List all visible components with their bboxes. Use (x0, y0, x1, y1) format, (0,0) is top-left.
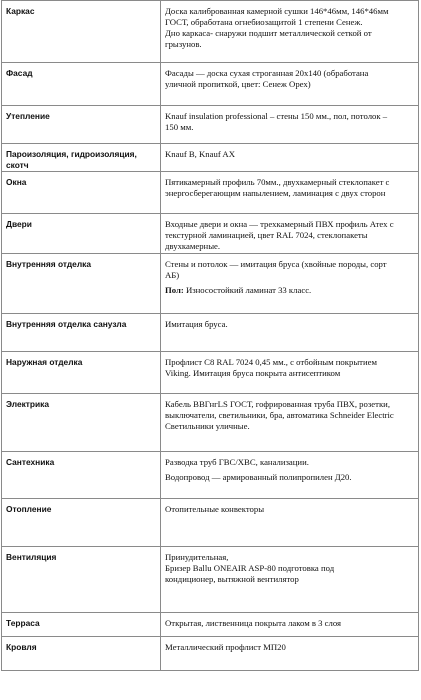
value-line: Пятикамерный профиль 70мм., двухкамерный стеклопакет с (165, 177, 390, 187)
row-value (161, 394, 419, 452)
value-line: Открытая, лиственница покрыта лаком в 3 слоя (165, 618, 342, 628)
row-value (161, 254, 419, 314)
value-line: уличной пропиткой, цвет: Сенеж Орех) (165, 79, 311, 89)
value-line: Доска калиброванная камерной сушки 146*46мм, 146*46мм (165, 6, 389, 16)
row-value (161, 452, 419, 499)
row-value (161, 106, 419, 144)
value-line: Разводка труб ГВС/ХВС, канализации. (165, 457, 309, 467)
row-label: Внутренняя отделка санузла (2, 314, 161, 352)
row-value (161, 172, 419, 214)
row-label: Пароизоляция, гидроизоляция, скотч (2, 144, 161, 172)
value-line: Viking. Имитация бруса покрыта антисептиком (165, 368, 341, 378)
value-line: кондиционер, вытяжной вентилятор (165, 574, 299, 584)
row-value (161, 352, 419, 394)
row-label: Электрика (2, 394, 161, 452)
row-value (161, 499, 419, 547)
value-line: Отопительные конвекторы (165, 504, 265, 514)
value-line (165, 285, 414, 296)
value-line: Кабель ВВГнгLS ГОСТ, гофрированная труба ПВХ, розетки, (165, 399, 390, 409)
row-label: Фасад (2, 63, 161, 106)
table-row (2, 63, 419, 106)
value-line: Входные двери и окна — трехкамерный ПВХ профиль Атех с (165, 219, 394, 229)
value-line: двухкамерные. (165, 241, 221, 251)
value-line: Металлический профлист МП20 (165, 642, 286, 652)
value-line: Профлист С8 RAL 7024 0,45 мм., с отбойным покрытием (165, 357, 377, 367)
value-line: Светильники уличные. (165, 421, 250, 431)
value-line: Бризер Ballu ONEAIR ASP-80 подготовка под (165, 563, 335, 573)
value-line: 150 мм. (165, 122, 194, 132)
row-label: Окна (2, 172, 161, 214)
table-row (2, 106, 419, 144)
row-label: Кровля (2, 637, 161, 671)
row-label: Терраса (2, 613, 161, 637)
table-row (2, 637, 419, 671)
row-label: Каркас (2, 1, 161, 63)
row-value (161, 1, 419, 63)
table-row (2, 172, 419, 214)
value-line: Дно каркаса- снаружи подшит металлической сеткой от (165, 28, 372, 38)
value-line: Knauf B, Knauf AX (165, 149, 235, 159)
row-label: Двери (2, 214, 161, 254)
floor-label: Пол: (165, 285, 184, 295)
row-value (161, 613, 419, 637)
floor-text: Износостойкий ламинат 33 класс. (183, 285, 312, 295)
table-row (2, 394, 419, 452)
spec-table (1, 0, 419, 671)
table-row (2, 547, 419, 613)
row-value (161, 314, 419, 352)
value-line: АБ) (165, 270, 180, 280)
row-value (161, 547, 419, 613)
row-value (161, 214, 419, 254)
table-row (2, 613, 419, 637)
table-row (2, 314, 419, 352)
value-line: грызунов. (165, 39, 202, 49)
table-row (2, 144, 419, 172)
row-value (161, 63, 419, 106)
row-label: Наружная отделка (2, 352, 161, 394)
value-line: Стены и потолок — имитация бруса (хвойные породы, сорт (165, 259, 387, 269)
value-line: Принудительная, (165, 552, 229, 562)
value-line: Knauf insulation professional – стены 150 мм., пол, потолок – (165, 111, 388, 121)
row-label: Утепление (2, 106, 161, 144)
table-row (2, 352, 419, 394)
value-line: энергосберегающим напылением, ламинация с двух сторон (165, 188, 386, 198)
row-value (161, 637, 419, 671)
row-label: Отопление (2, 499, 161, 547)
row-label: Внутренняя отделка (2, 254, 161, 314)
value-line: Водопровод — армированный полипропилен Д20. (165, 472, 352, 482)
value-line: ГОСТ, обработана огнебиозащитой 1 степени Сенеж. (165, 17, 363, 27)
row-label: Вентиляция (2, 547, 161, 613)
value-line: выключатели, светильники, бра, автоматика Schneider Electric (165, 410, 394, 420)
table-row (2, 499, 419, 547)
table-row (2, 214, 419, 254)
table-row (2, 452, 419, 499)
value-line: текстурной ламинацией, цвет RAL 7024, стеклопакеты (165, 230, 368, 240)
row-label: Сантехника (2, 452, 161, 499)
value-line: Имитация бруса. (165, 319, 228, 329)
table-row (2, 254, 419, 314)
table-row (2, 1, 419, 63)
value-line: Фасады — доска сухая строганная 20х140 (обработана (165, 68, 369, 78)
row-value (161, 144, 419, 172)
